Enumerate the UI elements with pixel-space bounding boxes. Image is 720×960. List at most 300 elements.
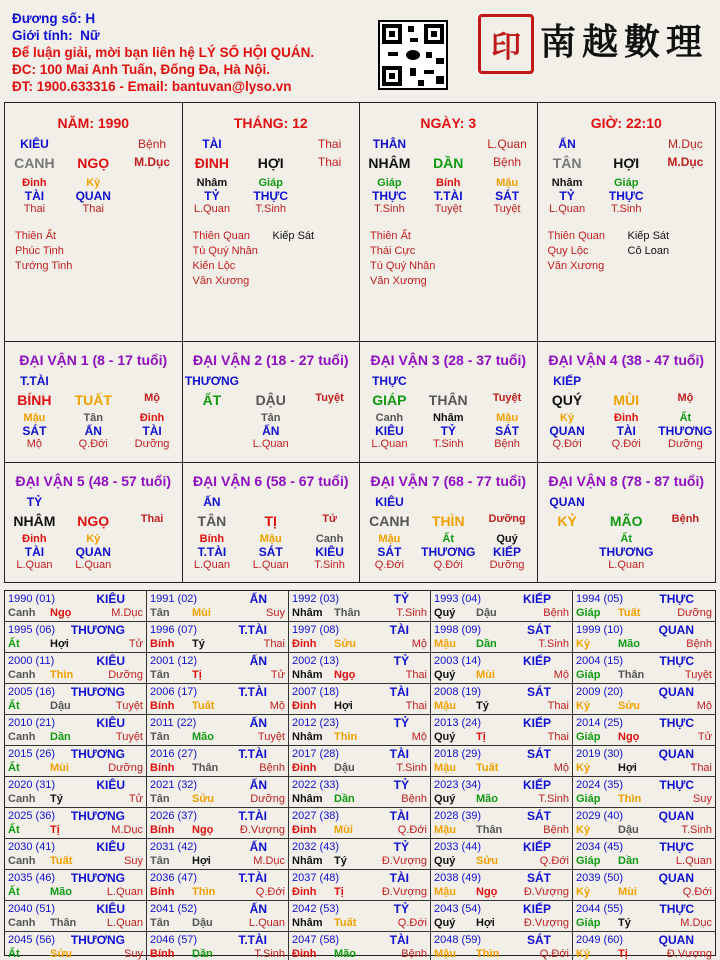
year-cell[interactable] (147, 591, 289, 622)
year-cell[interactable] (431, 777, 573, 808)
year-god: KIÊU (96, 592, 125, 606)
year-label: 2008 (19) (434, 686, 482, 698)
year-stage: Mộ (553, 762, 569, 774)
year-branch: Thân (618, 669, 645, 681)
year-stem: Canh (8, 607, 36, 619)
year-cell[interactable] (573, 715, 715, 746)
year-label: 1997 (08) (292, 624, 340, 636)
year-cell[interactable] (431, 839, 573, 870)
year-label: 2044 (55) (576, 903, 624, 915)
year-stem: Tân (150, 669, 170, 681)
year-cell[interactable] (289, 746, 431, 777)
year-stage: Dưỡng (108, 669, 143, 681)
dai-van-title: ĐẠI VẬN 4 (38 - 47 tuổi) (548, 352, 705, 368)
year-stem: Bính (150, 948, 175, 960)
dai-van-stem: BÍNH (17, 392, 52, 408)
dai-van-stage: Bệnh (671, 513, 700, 525)
year-label: 2025 (36) (8, 810, 56, 822)
year-stem: Bính (150, 762, 175, 774)
year-stem: Kỷ (576, 762, 591, 774)
dai-van-stage: Dưỡng (488, 513, 526, 525)
year-label: 2049 (60) (576, 934, 624, 946)
year-stage: Q.Đới (539, 948, 569, 960)
dai-van-title: ĐẠI VẬN 1 (8 - 17 tuổi) (19, 352, 168, 368)
year-label: 2009 (20) (576, 686, 624, 698)
year-label: 2048 (59) (434, 934, 482, 946)
pillar-notes: Thiên Quan Tú Quý Nhân Kiến Lộc Văn Xương Kiếp Sát (192, 230, 315, 287)
year-stem: Ất (8, 762, 20, 774)
dai-van-8[interactable]: ĐẠI VẬN 8 (78 - 87 tuổi) QUAN KỶ MÃO Bệnh Ất THƯƠNG L.Quan (538, 463, 716, 582)
dai-van-row-1 (5, 342, 715, 463)
year-god: ẤN (249, 654, 267, 668)
year-cell[interactable] (289, 591, 431, 622)
year-cell[interactable] (5, 839, 147, 870)
year-label: 2006 (17) (150, 686, 198, 698)
year-cell[interactable] (573, 622, 715, 653)
year-label: 1995 (06) (8, 624, 56, 636)
year-branch: Tị (618, 948, 628, 960)
year-stage: L.Quan (106, 917, 143, 929)
contact-line: Để luận giải, mời bạn liên hệ LÝ SỐ HỘI QUÁN. (12, 45, 315, 60)
year-stem: Tân (150, 855, 170, 867)
dai-van-god: KIẾP (553, 374, 582, 388)
year-stage: Bệnh (686, 638, 712, 650)
dai-van-1[interactable]: ĐẠI VẬN 1 (8 - 17 tuổi) T.TÀI BÍNH TUẤT Mộ Mậu Tân Đinh SÁT ẤN TÀI Mộ Q.Đới Dưỡng (5, 342, 183, 462)
year-cell[interactable] (573, 932, 715, 960)
year-label: 2022 (33) (292, 779, 340, 791)
year-stage: Q.Đới (397, 917, 427, 929)
phone-email-line: ĐT: 1900.633316 - Email: bantuvan@lyso.vn (12, 79, 292, 94)
year-stage: Tử (128, 793, 143, 805)
year-cell[interactable] (147, 622, 289, 653)
year-cell[interactable] (431, 901, 573, 932)
year-label: 2045 (56) (8, 934, 56, 946)
year-stem: Ất (8, 948, 20, 960)
year-branch: Thân (334, 607, 361, 619)
year-cell[interactable] (431, 808, 573, 839)
dai-van-god: THỰC (372, 374, 407, 388)
gioi-tinh-value: Nữ (80, 28, 100, 43)
dai-van-4[interactable]: ĐẠI VẬN 4 (38 - 47 tuổi) KIẾP QUÝ MÙI Mộ Kỷ Đinh Ất QUAN TÀI THƯƠNG Q.Đới Q.Đới Dưỡng (538, 342, 716, 462)
dai-van-title: ĐẠI VẬN 2 (18 - 27 tuổi) (192, 352, 349, 368)
year-cell[interactable] (147, 932, 289, 960)
year-stage: Thai (690, 762, 712, 774)
year-branch: Thìn (192, 886, 216, 898)
year-cell[interactable] (289, 808, 431, 839)
year-stage: Suy (124, 855, 143, 867)
year-cell[interactable] (573, 653, 715, 684)
year-god: TỶ (393, 654, 409, 668)
year-cell[interactable] (5, 901, 147, 932)
year-branch: Sửu (618, 700, 641, 712)
year-stage: Bệnh (401, 793, 427, 805)
year-stage: Thai (405, 669, 427, 681)
dai-van-stage: Tử (322, 513, 337, 525)
year-stem: Bính (150, 638, 175, 650)
dai-van-title: ĐẠI VẬN 3 (28 - 37 tuổi) (370, 352, 527, 368)
year-stem: Mậu (434, 762, 456, 774)
year-god: THỰC (659, 592, 694, 606)
year-stage: Tuyệt (684, 669, 712, 681)
year-cell[interactable] (5, 777, 147, 808)
year-god: SÁT (527, 933, 551, 947)
year-cell[interactable] (431, 684, 573, 715)
year-god: THỰC (659, 716, 694, 730)
year-stem: Bính (150, 824, 175, 836)
brand-logo: 南越數理 (540, 21, 709, 63)
year-cell[interactable] (573, 591, 715, 622)
year-god: THỰC (659, 840, 694, 854)
year-cell[interactable] (5, 653, 147, 684)
pillar-title: NGÀY: 3 (420, 115, 477, 131)
year-label: 2041 (52) (150, 903, 198, 915)
year-branch: Dậu (192, 917, 213, 929)
year-god: THƯƠNG (70, 623, 125, 637)
year-branch: Tý (192, 638, 205, 650)
year-stem: Giáp (576, 855, 601, 867)
year-god: SÁT (527, 623, 551, 637)
year-god: KIẾP (522, 716, 551, 730)
year-stem: Tân (150, 607, 170, 619)
year-stage: T.Sinh (396, 762, 427, 774)
year-god: KIẾP (522, 902, 551, 916)
dai-van-stem: QUÝ (551, 392, 583, 408)
year-label: 2040 (51) (8, 903, 56, 915)
duong-so: Đương số: H (12, 11, 96, 26)
pillar-notes: Thiên Ất Thái Cực Tú Quý Nhân Văn Xương (370, 230, 436, 287)
year-branch: Mão (192, 731, 214, 743)
year-stem: Đinh (292, 886, 317, 898)
year-god: KIÊU (96, 902, 125, 916)
year-god: QUAN (658, 809, 694, 823)
pillar-month: THÁNG: 12 TÀI Thai ĐINH HỢI Thai Nhâm Giáp TỶ THỰC L.Quan T.Sinh Thiên Quan Tú Quý Nhân Kiến Lộc Văn Xương Kiếp Sát (183, 103, 361, 341)
year-cell[interactable] (573, 808, 715, 839)
pillar-notes: Thiên Ất Phúc Tinh Tướng Tinh (15, 230, 73, 272)
year-stem: Đinh (292, 762, 317, 774)
annual-luck-table (4, 590, 716, 960)
year-stage: Thai (547, 700, 569, 712)
year-cell[interactable] (289, 684, 431, 715)
year-stem: Canh (8, 855, 36, 867)
dai-van-branch: NGỌ (77, 513, 110, 529)
year-stage: T.Sinh (538, 793, 569, 805)
qr-code-icon[interactable] (378, 20, 448, 90)
year-label: 2014 (25) (576, 717, 624, 729)
year-label: 2007 (18) (292, 686, 340, 698)
dai-van-branch: MÃO (609, 513, 643, 529)
year-label: 2038 (49) (434, 872, 482, 884)
year-branch: Hợi (618, 762, 637, 774)
year-stem: Ất (8, 824, 20, 836)
year-cell[interactable] (431, 653, 573, 684)
year-god: THỰC (659, 902, 694, 916)
year-stage: Tử (270, 669, 285, 681)
year-branch: Tị (192, 669, 202, 681)
year-cell[interactable] (289, 932, 431, 960)
year-branch: Thìn (618, 793, 642, 805)
year-cell[interactable] (289, 715, 431, 746)
pillar-title: GIỜ: 22:10 (590, 115, 662, 131)
year-god: QUAN (658, 933, 694, 947)
year-cell[interactable] (5, 684, 147, 715)
year-label: 2002 (13) (292, 655, 340, 667)
year-cell[interactable] (5, 932, 147, 960)
year-god: KIÊU (96, 778, 125, 792)
dai-van-3[interactable]: ĐẠI VẬN 3 (28 - 37 tuổi) THỰC GIÁP THÂN Tuyệt Canh Nhâm Mậu KIÊU TỶ SÁT L.Quan T.Sinh Bệnh (360, 342, 538, 462)
year-cell[interactable] (147, 901, 289, 932)
dai-van-stage: Mộ (144, 392, 160, 404)
year-cell[interactable] (573, 870, 715, 901)
year-stem: Nhâm (292, 917, 323, 929)
year-branch: Mùi (476, 669, 495, 681)
year-cell[interactable] (147, 746, 289, 777)
year-stem: Ất (8, 638, 20, 650)
year-stem: Kỷ (576, 824, 591, 836)
year-branch: Hợi (476, 917, 495, 929)
year-god: QUAN (658, 747, 694, 761)
year-branch: Tị (50, 824, 60, 836)
year-god: ẤN (249, 778, 267, 792)
year-stem: Mậu (434, 948, 456, 960)
year-label: 2039 (50) (576, 872, 624, 884)
year-cell[interactable] (289, 870, 431, 901)
year-stage: Tử (697, 731, 712, 743)
year-cell[interactable] (5, 746, 147, 777)
year-stage: M.Dục (253, 855, 285, 867)
year-stem: Quý (434, 731, 456, 743)
year-branch: Ngọ (618, 731, 640, 743)
year-god: T.TÀI (238, 747, 267, 761)
year-stem: Quý (434, 855, 456, 867)
year-god: T.TÀI (238, 933, 267, 947)
year-branch: Tý (476, 700, 489, 712)
year-cell[interactable] (147, 684, 289, 715)
year-stem: Kỷ (576, 948, 591, 960)
year-stage: Tử (128, 638, 143, 650)
year-stem: Mậu (434, 700, 456, 712)
year-branch: Thìn (476, 948, 500, 960)
year-god: KIẾP (522, 778, 551, 792)
year-cell[interactable] (147, 653, 289, 684)
year-label: 2032 (43) (292, 841, 340, 853)
year-label: 1996 (07) (150, 624, 198, 636)
year-stem: Nhâm (292, 607, 323, 619)
year-stage: Suy (124, 948, 143, 960)
year-cell[interactable] (5, 870, 147, 901)
year-god: SÁT (527, 809, 551, 823)
year-god: KIÊU (96, 654, 125, 668)
year-god: THỰC (659, 654, 694, 668)
year-stage: Bệnh (543, 607, 569, 619)
dai-van-god: ẤN (203, 495, 221, 509)
year-god: SÁT (527, 747, 551, 761)
year-stage: Mộ (269, 700, 285, 712)
year-stage: Mộ (411, 638, 427, 650)
year-branch: Thìn (334, 731, 358, 743)
year-cell[interactable] (5, 808, 147, 839)
year-god: SÁT (527, 685, 551, 699)
year-branch: Mão (476, 793, 498, 805)
year-cell[interactable] (147, 777, 289, 808)
dai-van-stage: Tuyệt (315, 392, 344, 404)
year-god: KIÊU (96, 716, 125, 730)
year-branch: Sửu (50, 948, 73, 960)
year-branch: Ngọ (192, 824, 214, 836)
year-branch: Mùi (50, 762, 69, 774)
year-stage: T.Sinh (254, 948, 285, 960)
dai-van-stage: Thai (140, 513, 164, 525)
pillar-hour: GIỜ: 22:10 ẤN M.Dục TÂN HỢI M.Dục Nhâm Giáp TỶ THỰC L.Quan T.Sinh Thiên Quan Quy Lộc Văn Xương Kiếp Sát Cô Loan (538, 103, 716, 341)
year-stage: Thai (263, 638, 285, 650)
year-stem: Kỷ (576, 886, 591, 898)
year-cell[interactable] (573, 684, 715, 715)
year-cell[interactable] (147, 839, 289, 870)
year-cell[interactable] (5, 715, 147, 746)
year-god: KIẾP (522, 654, 551, 668)
year-label: 2037 (48) (292, 872, 340, 884)
pillar-notes: Thiên Quan Quy Lộc Văn Xương Kiếp Sát Cô Loan (547, 230, 670, 272)
year-cell[interactable] (147, 808, 289, 839)
year-god: T.TÀI (238, 623, 267, 637)
year-cell[interactable] (573, 901, 715, 932)
year-stage: Q.Đới (539, 855, 569, 867)
year-stage: M.Dục (111, 824, 143, 836)
dai-van-branch: TỊ (264, 513, 277, 529)
year-stem: Quý (434, 793, 456, 805)
year-branch: Tuất (192, 700, 215, 712)
pillar-year: NĂM: 1990 KIÊU Bệnh CANH NGỌ M.Dục Đinh Kỷ TÀI QUAN Thai Thai Thiên Ất Phúc Tinh Tướng Tinh (5, 103, 183, 341)
year-branch: Tuất (50, 855, 73, 867)
year-branch: Dần (50, 731, 71, 743)
year-branch: Dần (618, 855, 639, 867)
year-stage: L.Quan (248, 917, 285, 929)
year-stage: Q.Đới (255, 886, 285, 898)
year-label: 2005 (16) (8, 686, 56, 698)
dai-van-stem: GIÁP (372, 392, 407, 408)
dai-van-title: ĐẠI VẬN 8 (78 - 87 tuổi) (548, 473, 705, 489)
year-stem: Ất (8, 886, 20, 898)
year-stage: T.Sinh (538, 638, 569, 650)
dai-van-branch: THÌN (431, 513, 465, 529)
dai-van-god: T.TÀI (20, 374, 49, 388)
year-god: TÀI (389, 871, 409, 885)
year-cell[interactable] (431, 591, 573, 622)
dai-van-7[interactable]: ĐẠI VẬN 7 (68 - 77 tuổi) KIÊU CANH THÌN Dưỡng Mậu Ất Quý SÁT THƯƠNG KIẾP Q.Đới Q.Đới Dưỡng (360, 463, 538, 582)
year-cell[interactable] (289, 777, 431, 808)
year-cell[interactable] (5, 622, 147, 653)
year-branch: Sửu (476, 855, 499, 867)
year-stage: Đ.Vượng (666, 948, 712, 960)
dai-van-row-2 (5, 463, 715, 582)
year-label: 2027 (38) (292, 810, 340, 822)
year-cell[interactable] (431, 622, 573, 653)
year-god: THƯƠNG (70, 871, 125, 885)
year-god: QUAN (658, 871, 694, 885)
year-cell[interactable] (573, 746, 715, 777)
year-cell[interactable] (147, 715, 289, 746)
year-stage: Q.Đới (682, 886, 712, 898)
year-cell[interactable] (147, 870, 289, 901)
year-label: 2012 (23) (292, 717, 340, 729)
year-cell[interactable] (289, 653, 431, 684)
year-branch: Dần (334, 793, 355, 805)
year-stage: Mộ (553, 669, 569, 681)
year-god: THỰC (659, 778, 694, 792)
dai-van-5[interactable]: ĐẠI VẬN 5 (48 - 57 tuổi) TỶ NHÂM NGỌ Thai Đinh Kỷ TÀI QUAN L.Quan L.Quan (5, 463, 183, 582)
year-cell[interactable] (289, 901, 431, 932)
year-label: 2021 (32) (150, 779, 198, 791)
year-god: KIẾP (522, 592, 551, 606)
year-cell[interactable] (5, 591, 147, 622)
year-cell[interactable] (289, 622, 431, 653)
year-stem: Bính (150, 700, 175, 712)
year-stage: Đ.Vượng (381, 855, 427, 867)
year-label: 2018 (29) (434, 748, 482, 760)
year-label: 2035 (46) (8, 872, 56, 884)
address-line: ĐC: 100 Mai Anh Tuấn, Đống Đa, Hà Nội. (12, 62, 271, 77)
year-god: TỶ (393, 778, 409, 792)
year-stage: T.Sinh (396, 607, 427, 619)
year-branch: Tuất (476, 762, 499, 774)
year-label: 2011 (22) (150, 717, 197, 729)
year-cell[interactable] (289, 839, 431, 870)
year-god: TÀI (389, 747, 409, 761)
year-god: THƯƠNG (70, 685, 125, 699)
year-cell[interactable] (431, 746, 573, 777)
dai-van-title: ĐẠI VẬN 7 (68 - 77 tuổi) (370, 473, 527, 489)
year-label: 2046 (57) (150, 934, 198, 946)
bazi-chart (4, 102, 716, 583)
year-label: 2043 (54) (434, 903, 482, 915)
year-stem: Kỷ (576, 700, 591, 712)
year-god: TÀI (389, 685, 409, 699)
year-label: 1994 (05) (576, 593, 624, 605)
year-stem: Tân (150, 793, 170, 805)
year-branch: Tý (334, 855, 347, 867)
year-stem: Kỷ (576, 638, 591, 650)
year-label: 2010 (21) (8, 717, 56, 729)
year-stage: Đ.Vượng (381, 886, 427, 898)
year-branch: Mão (50, 886, 72, 898)
red-seal-icon (478, 14, 534, 74)
year-stem: Giáp (576, 793, 601, 805)
year-cell[interactable] (431, 870, 573, 901)
year-label: 2023 (34) (434, 779, 482, 791)
year-stage: Suy (266, 607, 285, 619)
pillar-title: THÁNG: 12 (233, 115, 308, 131)
year-stage: Q.Đới (397, 824, 427, 836)
year-label: 2015 (26) (8, 748, 56, 760)
dai-van-2[interactable]: ĐẠI VẬN 2 (18 - 27 tuổi) THƯƠNG ẤT DẬU Tuyệt Tân ẤN L.Quan (183, 342, 361, 462)
pillar-day: NGÀY: 3 THÂN L.Quan NHÂM DẦN Bệnh Giáp Bính Mậu THỰC T.TÀI SÁT T.Sinh Tuyệt Tuyệt Thiên Ất Thái Cực Tú Quý Nhân Văn Xương (360, 103, 538, 341)
year-branch: Dậu (334, 762, 355, 774)
year-label: 2036 (47) (150, 872, 198, 884)
year-label: 1998 (09) (434, 624, 482, 636)
year-branch: Sửu (192, 793, 215, 805)
dai-van-stem: KỶ (557, 513, 577, 529)
year-stage: Bệnh (543, 824, 569, 836)
year-cell[interactable] (431, 715, 573, 746)
dai-van-6[interactable]: ĐẠI VẬN 6 (58 - 67 tuổi) ẤN TÂN TỊ Tử Bính Mậu Canh T.TÀI SÁT KIÊU L.Quan L.Quan T.Sinh (183, 463, 361, 582)
year-cell[interactable] (431, 932, 573, 960)
year-cell[interactable] (573, 839, 715, 870)
year-stage: L.Quan (106, 886, 143, 898)
year-label: 2019 (30) (576, 748, 624, 760)
year-branch: Tuất (334, 917, 357, 929)
year-stem: Mậu (434, 638, 456, 650)
year-label: 2042 (53) (292, 903, 340, 915)
year-cell[interactable] (573, 777, 715, 808)
